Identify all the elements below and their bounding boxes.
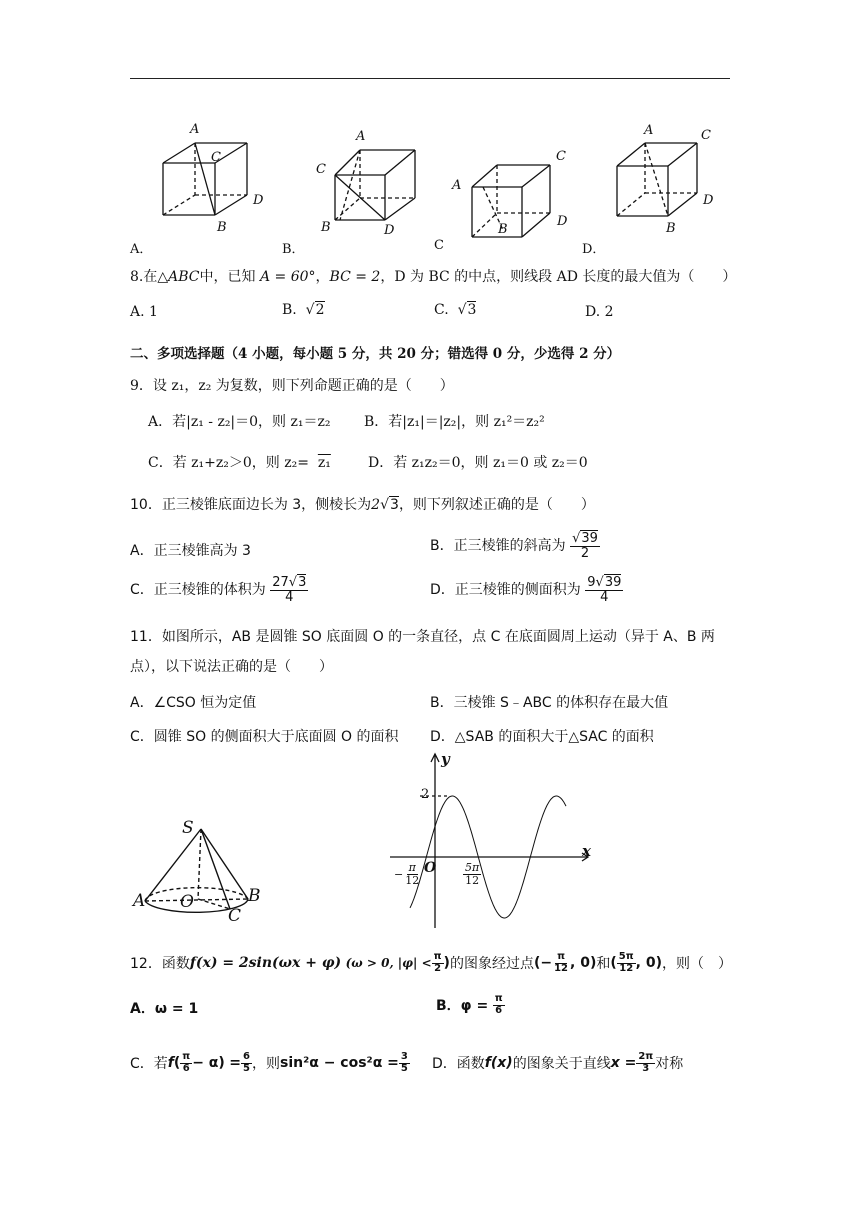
cube-d-label-c: C bbox=[701, 128, 711, 143]
q7-option-b: B． bbox=[282, 242, 305, 257]
cube-b-label-a: A bbox=[356, 129, 366, 144]
cube-c-label-a: A bbox=[452, 178, 462, 193]
header-rule bbox=[130, 78, 730, 79]
q11-option-a: A．∠CSO 恒为定值 bbox=[130, 695, 257, 711]
q9-stem: 9．设 z₁，z₂ 为复数，则下列命题正确的是（ ） bbox=[130, 378, 454, 394]
q8-option-d: D. 2 bbox=[585, 304, 614, 320]
q8-option-b: B. √2 bbox=[282, 302, 325, 318]
q11-option-d: D．△SAB 的面积大于△SAC 的面积 bbox=[430, 729, 654, 745]
graph-x-tick-left: − $\frac{\pi}{12}$ bbox=[394, 861, 420, 887]
cube-a-label-d: D bbox=[253, 193, 264, 208]
sine-graph bbox=[390, 748, 605, 933]
q10-stem: 10．正三棱锥底面边长为 3，侧棱长为2√3，则下列叙述正确的是（ ） bbox=[130, 497, 595, 513]
cone-label-b: B bbox=[248, 886, 261, 906]
cube-c-label-d: D bbox=[557, 214, 568, 229]
cube-d-label-d: D bbox=[703, 193, 714, 208]
graph-y-tick-2: 2 bbox=[421, 787, 430, 802]
q9-option-b: B．若|z₁|＝|z₂|，则 z₁²＝z₂² bbox=[364, 414, 545, 430]
q8-option-c: C. √3 bbox=[434, 302, 477, 318]
q7-option-a: A． bbox=[130, 242, 153, 257]
q12-stem: 12．函数 f(x) = 2sin(ωx + φ) (ω > 0, |φ| < $\frac{\pi}{2}$ ) 的图象经过点 (− $\frac{\pi}{12}$ , 0) 和 ( $\frac{5\pi}{12}$ , 0) ，则（ ） bbox=[130, 951, 732, 974]
cube-b-label-c: C bbox=[316, 162, 326, 177]
q8-option-a: A. 1 bbox=[130, 304, 158, 320]
graph-x-tick-right: $\frac{5\pi}{12}$ bbox=[465, 861, 480, 887]
q9-option-c: C．若 z₁+z₂＞0，则 z₂= z₁ bbox=[148, 455, 331, 471]
cone-figure bbox=[130, 815, 280, 925]
cube-a-label-a: A bbox=[190, 122, 200, 137]
q10-option-d: D．正三棱锥的侧面积为 $\frac{9√39}{4}$ bbox=[430, 575, 622, 605]
q9-option-a: A．若|z₁ - z₂|＝0，则 z₁＝z₂ bbox=[148, 414, 331, 430]
cube-b-label-b: B bbox=[321, 220, 331, 235]
graph-origin-label: O bbox=[424, 860, 437, 876]
cube-c-label-b: B bbox=[498, 222, 508, 237]
cone-label-c: C bbox=[228, 906, 242, 926]
q11-stem-line1: 11．如图所示，AB 是圆锥 SO 底面圆 O 的一条直径，点 C 在底面圆周上运动（异于 A、B 两 bbox=[130, 629, 715, 645]
cube-d-label-a: A bbox=[644, 123, 654, 138]
cone-label-s: S bbox=[182, 818, 194, 838]
q11-stem-line2: 点），以下说法正确的是（ ） bbox=[130, 659, 333, 675]
graph-x-label: x bbox=[582, 842, 591, 860]
q11-option-c: C．圆锥 SO 的侧面积大于底面圆 O 的面积 bbox=[130, 729, 399, 745]
q7-option-c: C bbox=[434, 238, 444, 253]
cube-b-label-d: D bbox=[384, 223, 395, 238]
cube-d-label-b: B bbox=[666, 221, 676, 236]
q8-stem: 8.在△ABC中，已知 A = 60°，BC = 2，D 为 BC 的中点，则线段 AD 长度的最大值为（ ） bbox=[130, 269, 737, 285]
q12-option-c: C．若 f ( $\frac{\pi}{6}$ − α) = $\frac{6}{5}$ ，则 sin²α − cos²α = $\frac{3}{5}$ bbox=[130, 1051, 408, 1074]
cube-a-label-b: B bbox=[217, 220, 227, 235]
cone-label-a: A bbox=[133, 891, 146, 911]
q12-option-b: B．φ = $\frac{\pi}{6}$ bbox=[436, 993, 503, 1016]
q10-option-b: B．正三棱锥的斜高为 $\frac{√39}{2}$ bbox=[430, 531, 598, 561]
cone-label-o: O bbox=[180, 892, 194, 912]
cube-a-label-c: C bbox=[211, 150, 221, 165]
q11-option-b: B．三棱锥 S﹣ABC 的体积存在最大值 bbox=[430, 695, 669, 711]
graph-y-label: y bbox=[441, 750, 450, 768]
q12-option-a: A．ω = 1 bbox=[130, 1001, 199, 1017]
q12-option-d: D．函数 f(x) 的图象关于直线 x = $\frac{2\pi}{3}$ 对称 bbox=[432, 1051, 684, 1074]
q9-option-d: D．若 z₁z₂＝0，则 z₁＝0 或 z₂＝0 bbox=[368, 455, 588, 471]
q10-option-a: A．正三棱锥高为 3 bbox=[130, 543, 251, 559]
section-2-heading: 二、多项选择题（4 小题，每小题 5 分，共 20 分；错选得 0 分，少选得 2 分） bbox=[130, 346, 621, 362]
q7-option-d: D． bbox=[582, 242, 606, 257]
q10-option-c: C．正三棱锥的体积为 $\frac{27√3}{4}$ bbox=[130, 575, 307, 605]
cube-c-label-c: C bbox=[556, 149, 566, 164]
